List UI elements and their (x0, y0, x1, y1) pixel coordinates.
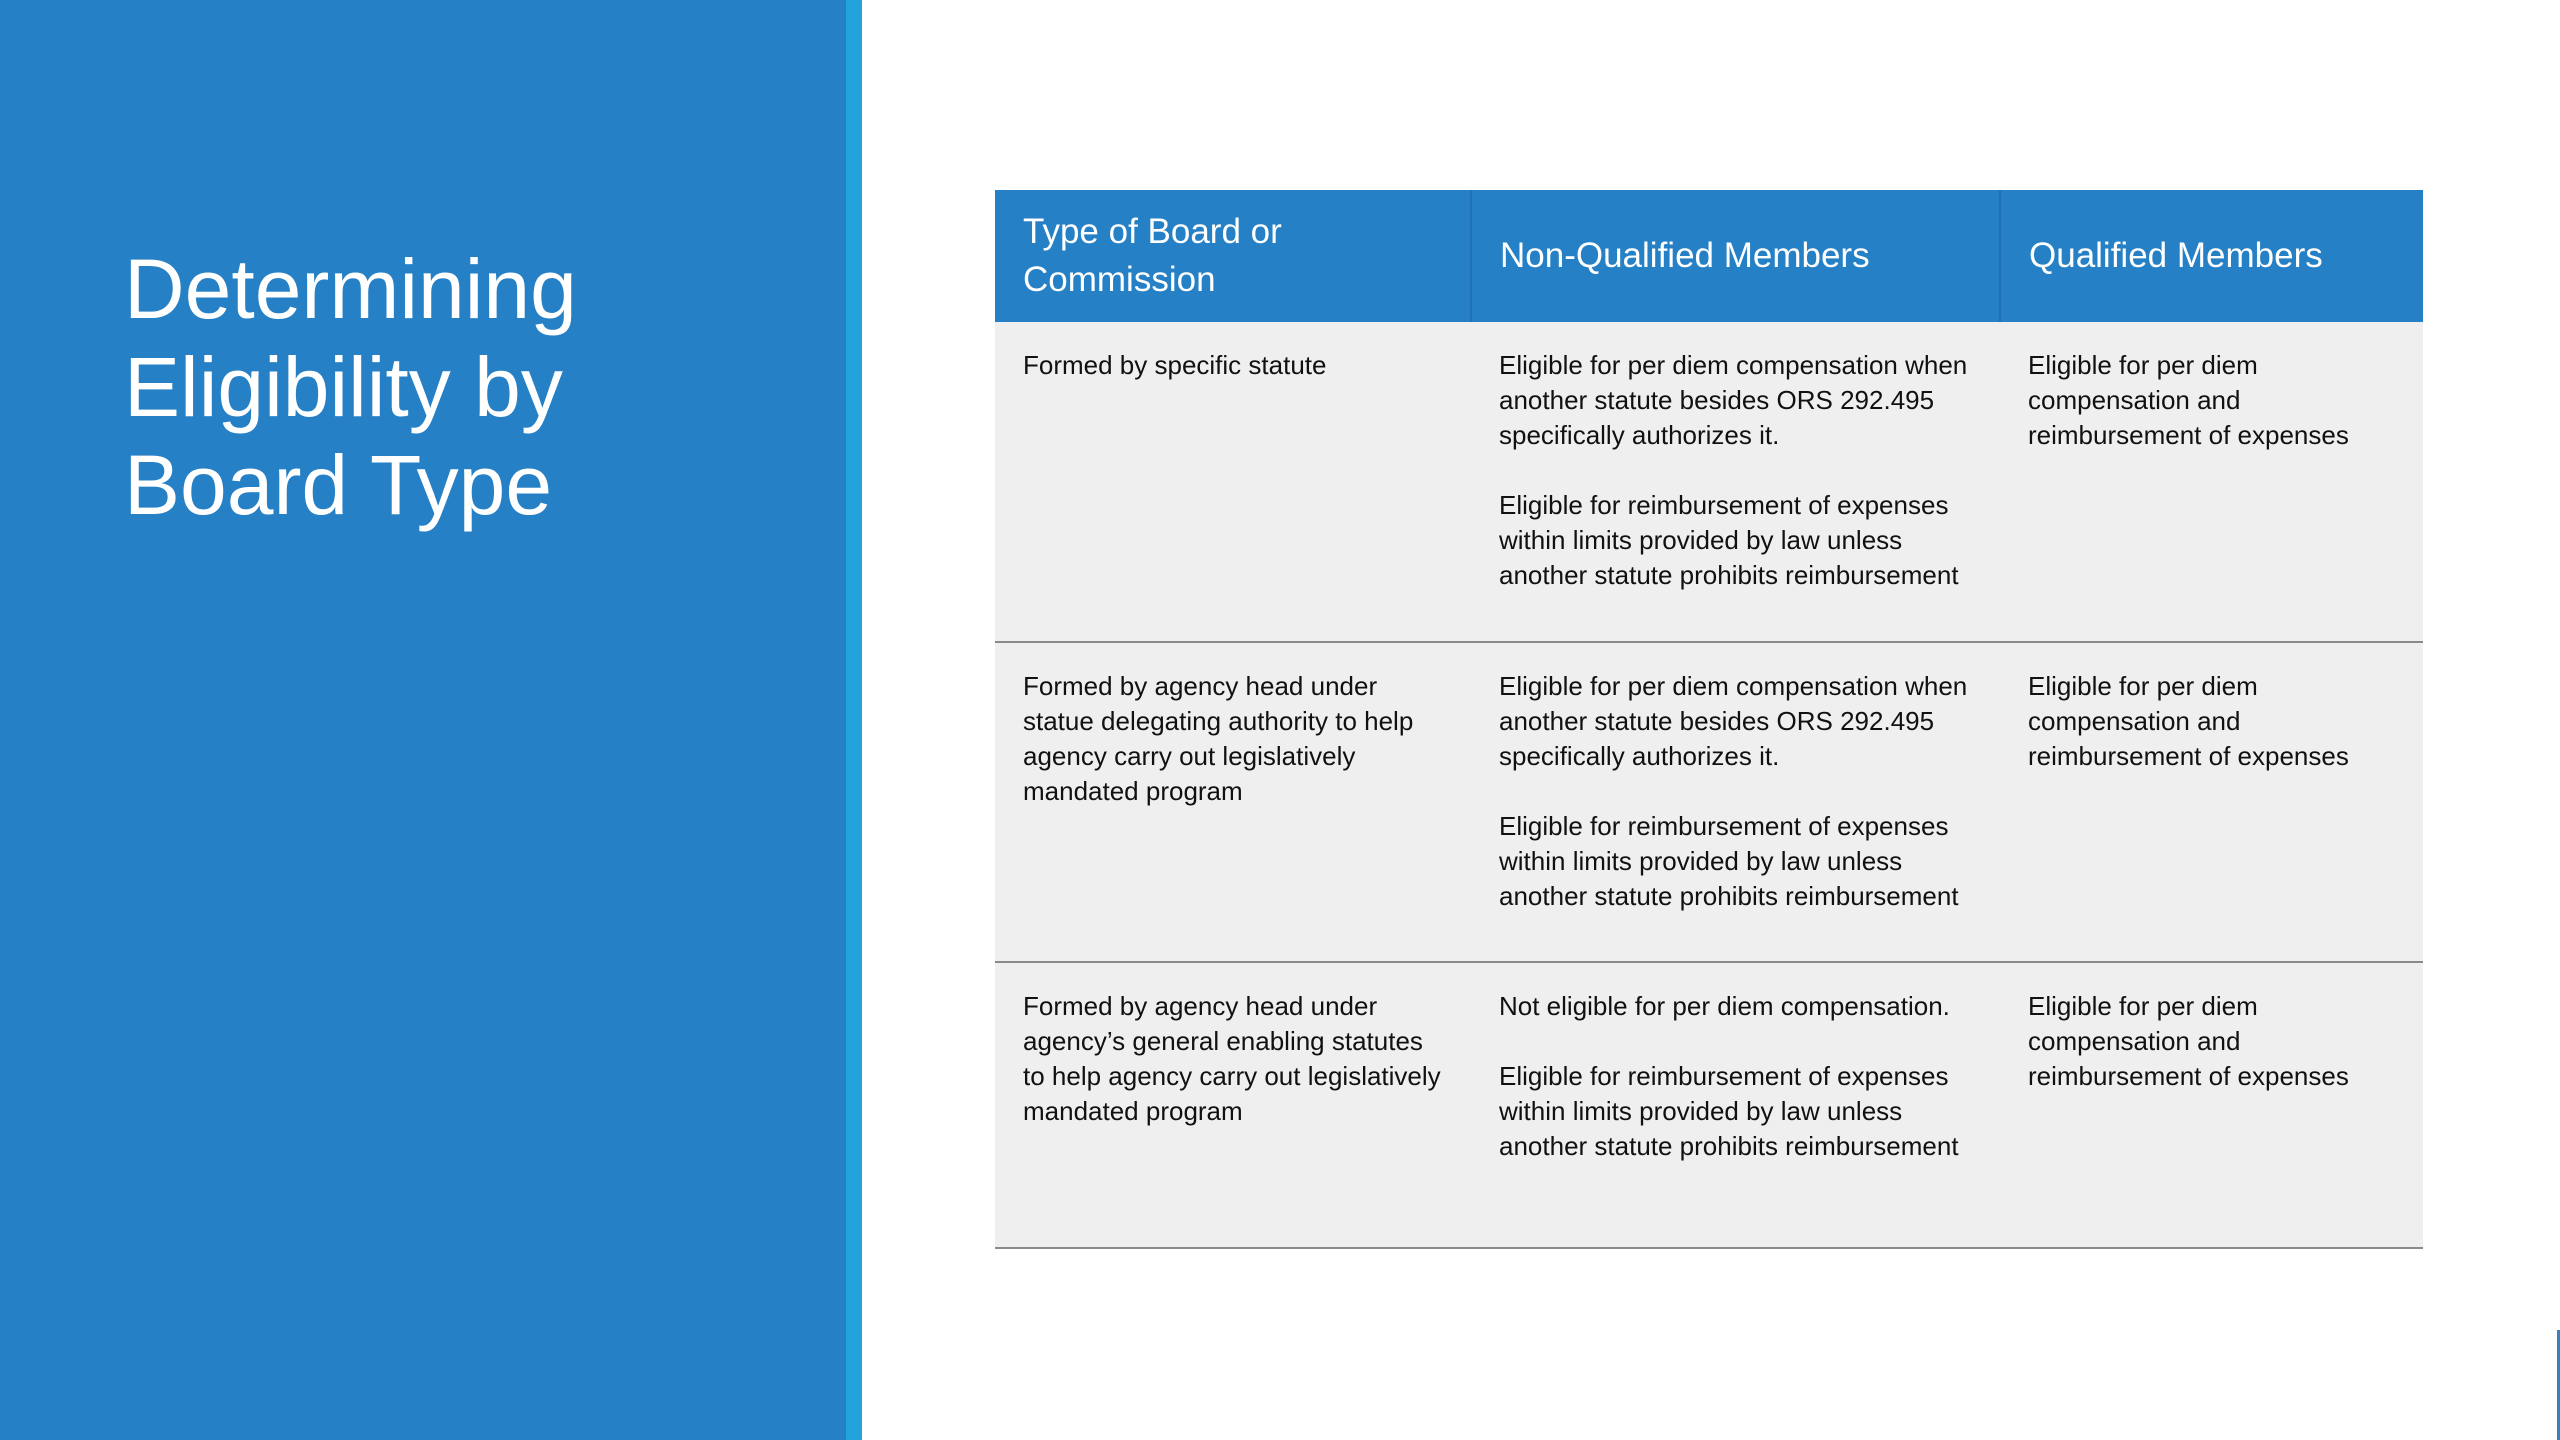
cell-qualified: Eligible for per diem compensation and reimbursement of expenses (2000, 322, 2423, 642)
slide-title: Determining Eligibility by Board Type (124, 242, 577, 532)
non-qualified-reimbursement: Eligible for reimbursement of expenses within limits provided by law unless another statute prohibits reimbursement (1499, 811, 1959, 911)
non-qualified-reimbursement: Eligible for reimbursement of expenses within limits provided by law unless another statute prohibits reimbursement (1499, 1061, 1959, 1161)
table-row (995, 322, 2423, 642)
non-qualified-per-diem: Not eligible for per diem compensation. (1499, 991, 1950, 1021)
header-row (995, 190, 2423, 322)
table-header (995, 190, 2423, 322)
cell-qualified: Eligible for per diem compensation and reimbursement of expenses (2000, 642, 2423, 962)
cell-board-type: Formed by agency head under agency’s general enabling statutes to help agency carry out legislatively mandated program (995, 962, 1471, 1248)
cell-non-qualified (1471, 962, 2000, 1248)
cell-qualified: Eligible for per diem compensation and reimbursement of expenses (2000, 962, 2423, 1248)
table-body (995, 322, 2423, 1248)
table-row (995, 642, 2423, 962)
header-board-type: Type of Board or Commission (995, 190, 1471, 322)
cell-board-type: Formed by agency head under statue delegating authority to help agency carry out legislatively mandated program (995, 642, 1471, 962)
table-row (995, 962, 2423, 1248)
accent-divider (846, 0, 862, 1440)
eligibility-table-container (995, 190, 2423, 1249)
non-qualified-per-diem: Eligible for per diem compensation when another statute besides ORS 292.495 specifically authorizes it. (1499, 671, 1968, 771)
header-qualified: Qualified Members (2000, 190, 2423, 322)
header-non-qualified: Non-Qualified Members (1471, 190, 2000, 322)
cell-non-qualified (1471, 322, 2000, 642)
non-qualified-per-diem: Eligible for per diem compensation when another statute besides ORS 292.495 specifically authorizes it. (1499, 350, 1968, 450)
cell-board-type: Formed by specific statute (995, 322, 1471, 642)
non-qualified-reimbursement: Eligible for reimbursement of expenses within limits provided by law unless another statute prohibits reimbursement (1499, 490, 1959, 590)
title-panel (0, 0, 846, 1440)
cell-non-qualified (1471, 642, 2000, 962)
eligibility-table (995, 190, 2423, 1249)
